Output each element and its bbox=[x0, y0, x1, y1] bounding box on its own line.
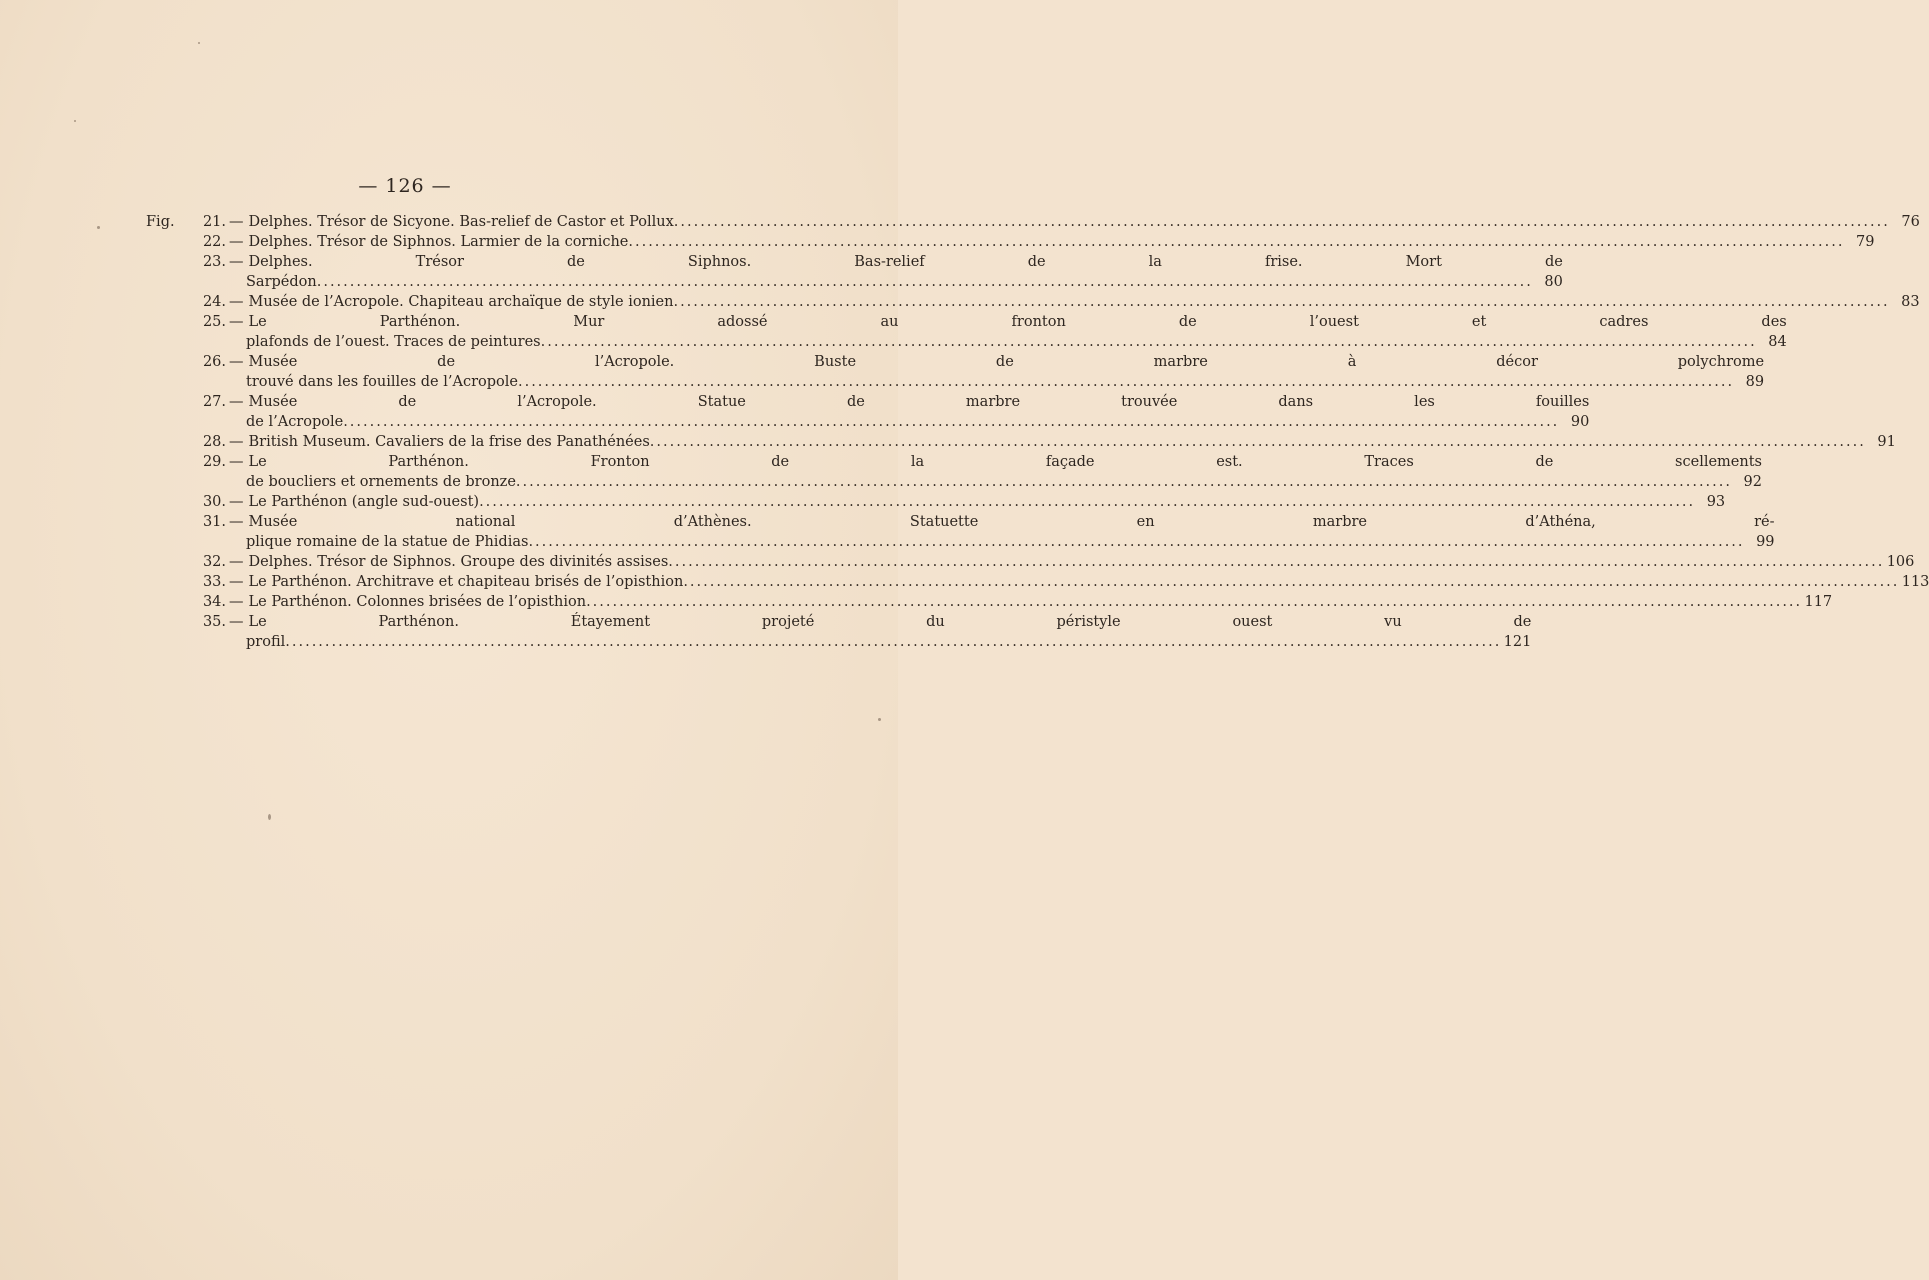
figure-entry bbox=[146, 392, 1590, 432]
dash-separator: — bbox=[229, 354, 244, 370]
figure-entry bbox=[146, 212, 1920, 232]
dash-separator: — bbox=[229, 294, 244, 310]
figure-caption: Delphes. Trésor de Siphnos. Groupe des divinités assises bbox=[248, 554, 669, 570]
paper-speck bbox=[878, 718, 881, 721]
figure-caption: Musée national d’Athènes. Statuette en marbre d’Athéna, ré- bbox=[248, 514, 1775, 530]
dash-separator: — bbox=[229, 614, 244, 630]
dot-leader bbox=[628, 232, 1844, 252]
figure-number: 30. bbox=[202, 494, 226, 510]
dash-separator: — bbox=[229, 514, 244, 530]
paper-speck bbox=[198, 42, 200, 44]
figure-page-number: 121 bbox=[1503, 634, 1532, 650]
figure-entry bbox=[146, 292, 1920, 312]
dot-leader bbox=[518, 372, 1734, 392]
figure-page-number: 106 bbox=[1886, 554, 1915, 570]
figure-caption: Le Parthénon (angle sud-ouest) bbox=[248, 494, 480, 510]
figure-page-number: 79 bbox=[1856, 234, 1875, 250]
figure-page-number: 93 bbox=[1706, 494, 1726, 510]
figure-page-number: 92 bbox=[1743, 474, 1762, 490]
figure-caption: Musée de l’Acropole. Buste de marbre à décor polychrome bbox=[248, 354, 1765, 370]
figure-entry bbox=[146, 352, 1765, 392]
figure-number: 21. bbox=[202, 214, 226, 230]
figure-number: 35. bbox=[202, 614, 226, 630]
dot-leader bbox=[673, 292, 1889, 312]
figure-number: 27. bbox=[202, 394, 226, 410]
figure-caption: Le Parthénon. Colonnes brisées de l’opisthion bbox=[248, 594, 587, 610]
dash-separator: — bbox=[229, 314, 244, 330]
figure-caption: Sarpédon bbox=[246, 274, 317, 290]
paper-speck bbox=[97, 226, 100, 229]
figure-entry bbox=[146, 432, 1896, 452]
figure-caption: British Museum. Cavaliers de la frise des Panathénées bbox=[248, 434, 650, 450]
dash-separator: — bbox=[229, 234, 244, 250]
figure-number: 33. bbox=[202, 574, 226, 590]
figure-caption: Le Parthénon. Mur adossé au fronton de l’ouest et cadres des bbox=[248, 314, 1787, 330]
figure-number: 32. bbox=[202, 554, 226, 570]
figure-caption: profil bbox=[246, 634, 286, 650]
dash-separator: — bbox=[229, 574, 244, 590]
figure-number: 24. bbox=[202, 294, 226, 310]
figure-caption: plique romaine de la statue de Phidias bbox=[246, 534, 529, 550]
dash-separator: — bbox=[229, 494, 244, 510]
paper-speck bbox=[74, 120, 76, 122]
figure-number: 22. bbox=[202, 234, 226, 250]
figure-entry bbox=[146, 612, 1532, 652]
figure-caption: trouvé dans les fouilles de l’Acropole bbox=[246, 374, 518, 390]
figure-entry bbox=[146, 312, 1787, 352]
page-number: — 126 — bbox=[358, 175, 452, 197]
figure-caption: Le Parthénon. Fronton de la façade est. Traces de scellements bbox=[248, 454, 1762, 470]
figure-page-number: 91 bbox=[1877, 434, 1896, 450]
dash-separator: — bbox=[229, 454, 244, 470]
figure-caption: Delphes. Trésor de Sicyone. Bas-relief de Castor et Pollux bbox=[248, 214, 674, 230]
dash-separator: — bbox=[229, 394, 244, 410]
dot-leader bbox=[650, 432, 1866, 452]
figure-page-number: 76 bbox=[1901, 214, 1920, 230]
figure-entry bbox=[146, 592, 1833, 612]
paper-speck bbox=[268, 814, 271, 820]
figure-caption: Musée de l’Acropole. Statue de marbre trouvée dans les fouilles bbox=[248, 394, 1590, 410]
figure-caption: Le Parthénon. Architrave et chapiteau brisés de l’opisthion bbox=[248, 574, 684, 590]
figure-number: 25. bbox=[202, 314, 226, 330]
figure-number: 29. bbox=[202, 454, 226, 470]
figure-entry bbox=[146, 232, 1875, 252]
dot-leader bbox=[516, 472, 1732, 492]
figure-page-number: 117 bbox=[1804, 594, 1833, 610]
figure-page-number: 83 bbox=[1901, 294, 1920, 310]
figure-page-number: 89 bbox=[1745, 374, 1765, 390]
figure-entry bbox=[146, 512, 1775, 552]
dot-leader bbox=[479, 492, 1695, 512]
figure-list bbox=[146, 212, 1929, 652]
figure-page-number: 90 bbox=[1570, 414, 1590, 430]
dot-leader bbox=[343, 412, 1559, 432]
figure-caption: plafonds de l’ouest. Traces de peintures bbox=[246, 334, 541, 350]
figure-page-number: 84 bbox=[1768, 334, 1787, 350]
figure-entry bbox=[146, 492, 1726, 512]
dot-leader bbox=[285, 632, 1501, 652]
fig-prefix: Fig. bbox=[146, 214, 175, 230]
figure-entry bbox=[146, 572, 1929, 592]
figure-page-number: 113 bbox=[1901, 574, 1929, 590]
figure-number: 26. bbox=[202, 354, 226, 370]
figure-entry bbox=[146, 552, 1915, 572]
figure-caption: Musée de l’Acropole. Chapiteau archaïque de style ionien bbox=[248, 294, 674, 310]
figure-number: 28. bbox=[202, 434, 226, 450]
dot-leader bbox=[683, 572, 1899, 592]
figure-entry bbox=[146, 252, 1563, 292]
dot-leader bbox=[674, 212, 1890, 232]
figure-number: 23. bbox=[202, 254, 226, 270]
dash-separator: — bbox=[229, 434, 244, 450]
dash-separator: — bbox=[229, 254, 244, 270]
figure-caption: de l’Acropole bbox=[246, 414, 344, 430]
figure-caption: Le Parthénon. Étayement projeté du péristyle ouest vu de bbox=[248, 614, 1532, 630]
figure-page-number: 99 bbox=[1756, 534, 1775, 550]
dash-separator: — bbox=[229, 214, 244, 230]
figure-number: 34. bbox=[202, 594, 226, 610]
figure-caption: Delphes. Trésor de Siphnos. Bas-relief de la frise. Mort de bbox=[248, 254, 1563, 270]
figure-entry bbox=[146, 452, 1762, 492]
dash-separator: — bbox=[229, 554, 244, 570]
dot-leader bbox=[541, 332, 1757, 352]
dot-leader bbox=[528, 532, 1744, 552]
dot-leader bbox=[317, 272, 1533, 292]
dot-leader bbox=[586, 592, 1802, 612]
figure-page-number: 80 bbox=[1544, 274, 1563, 290]
figure-number: 31. bbox=[202, 514, 226, 530]
figure-caption: Delphes. Trésor de Siphnos. Larmier de la corniche bbox=[248, 234, 629, 250]
dot-leader bbox=[668, 552, 1884, 572]
figure-caption: de boucliers et ornements de bronze bbox=[246, 474, 516, 490]
dash-separator: — bbox=[229, 594, 244, 610]
